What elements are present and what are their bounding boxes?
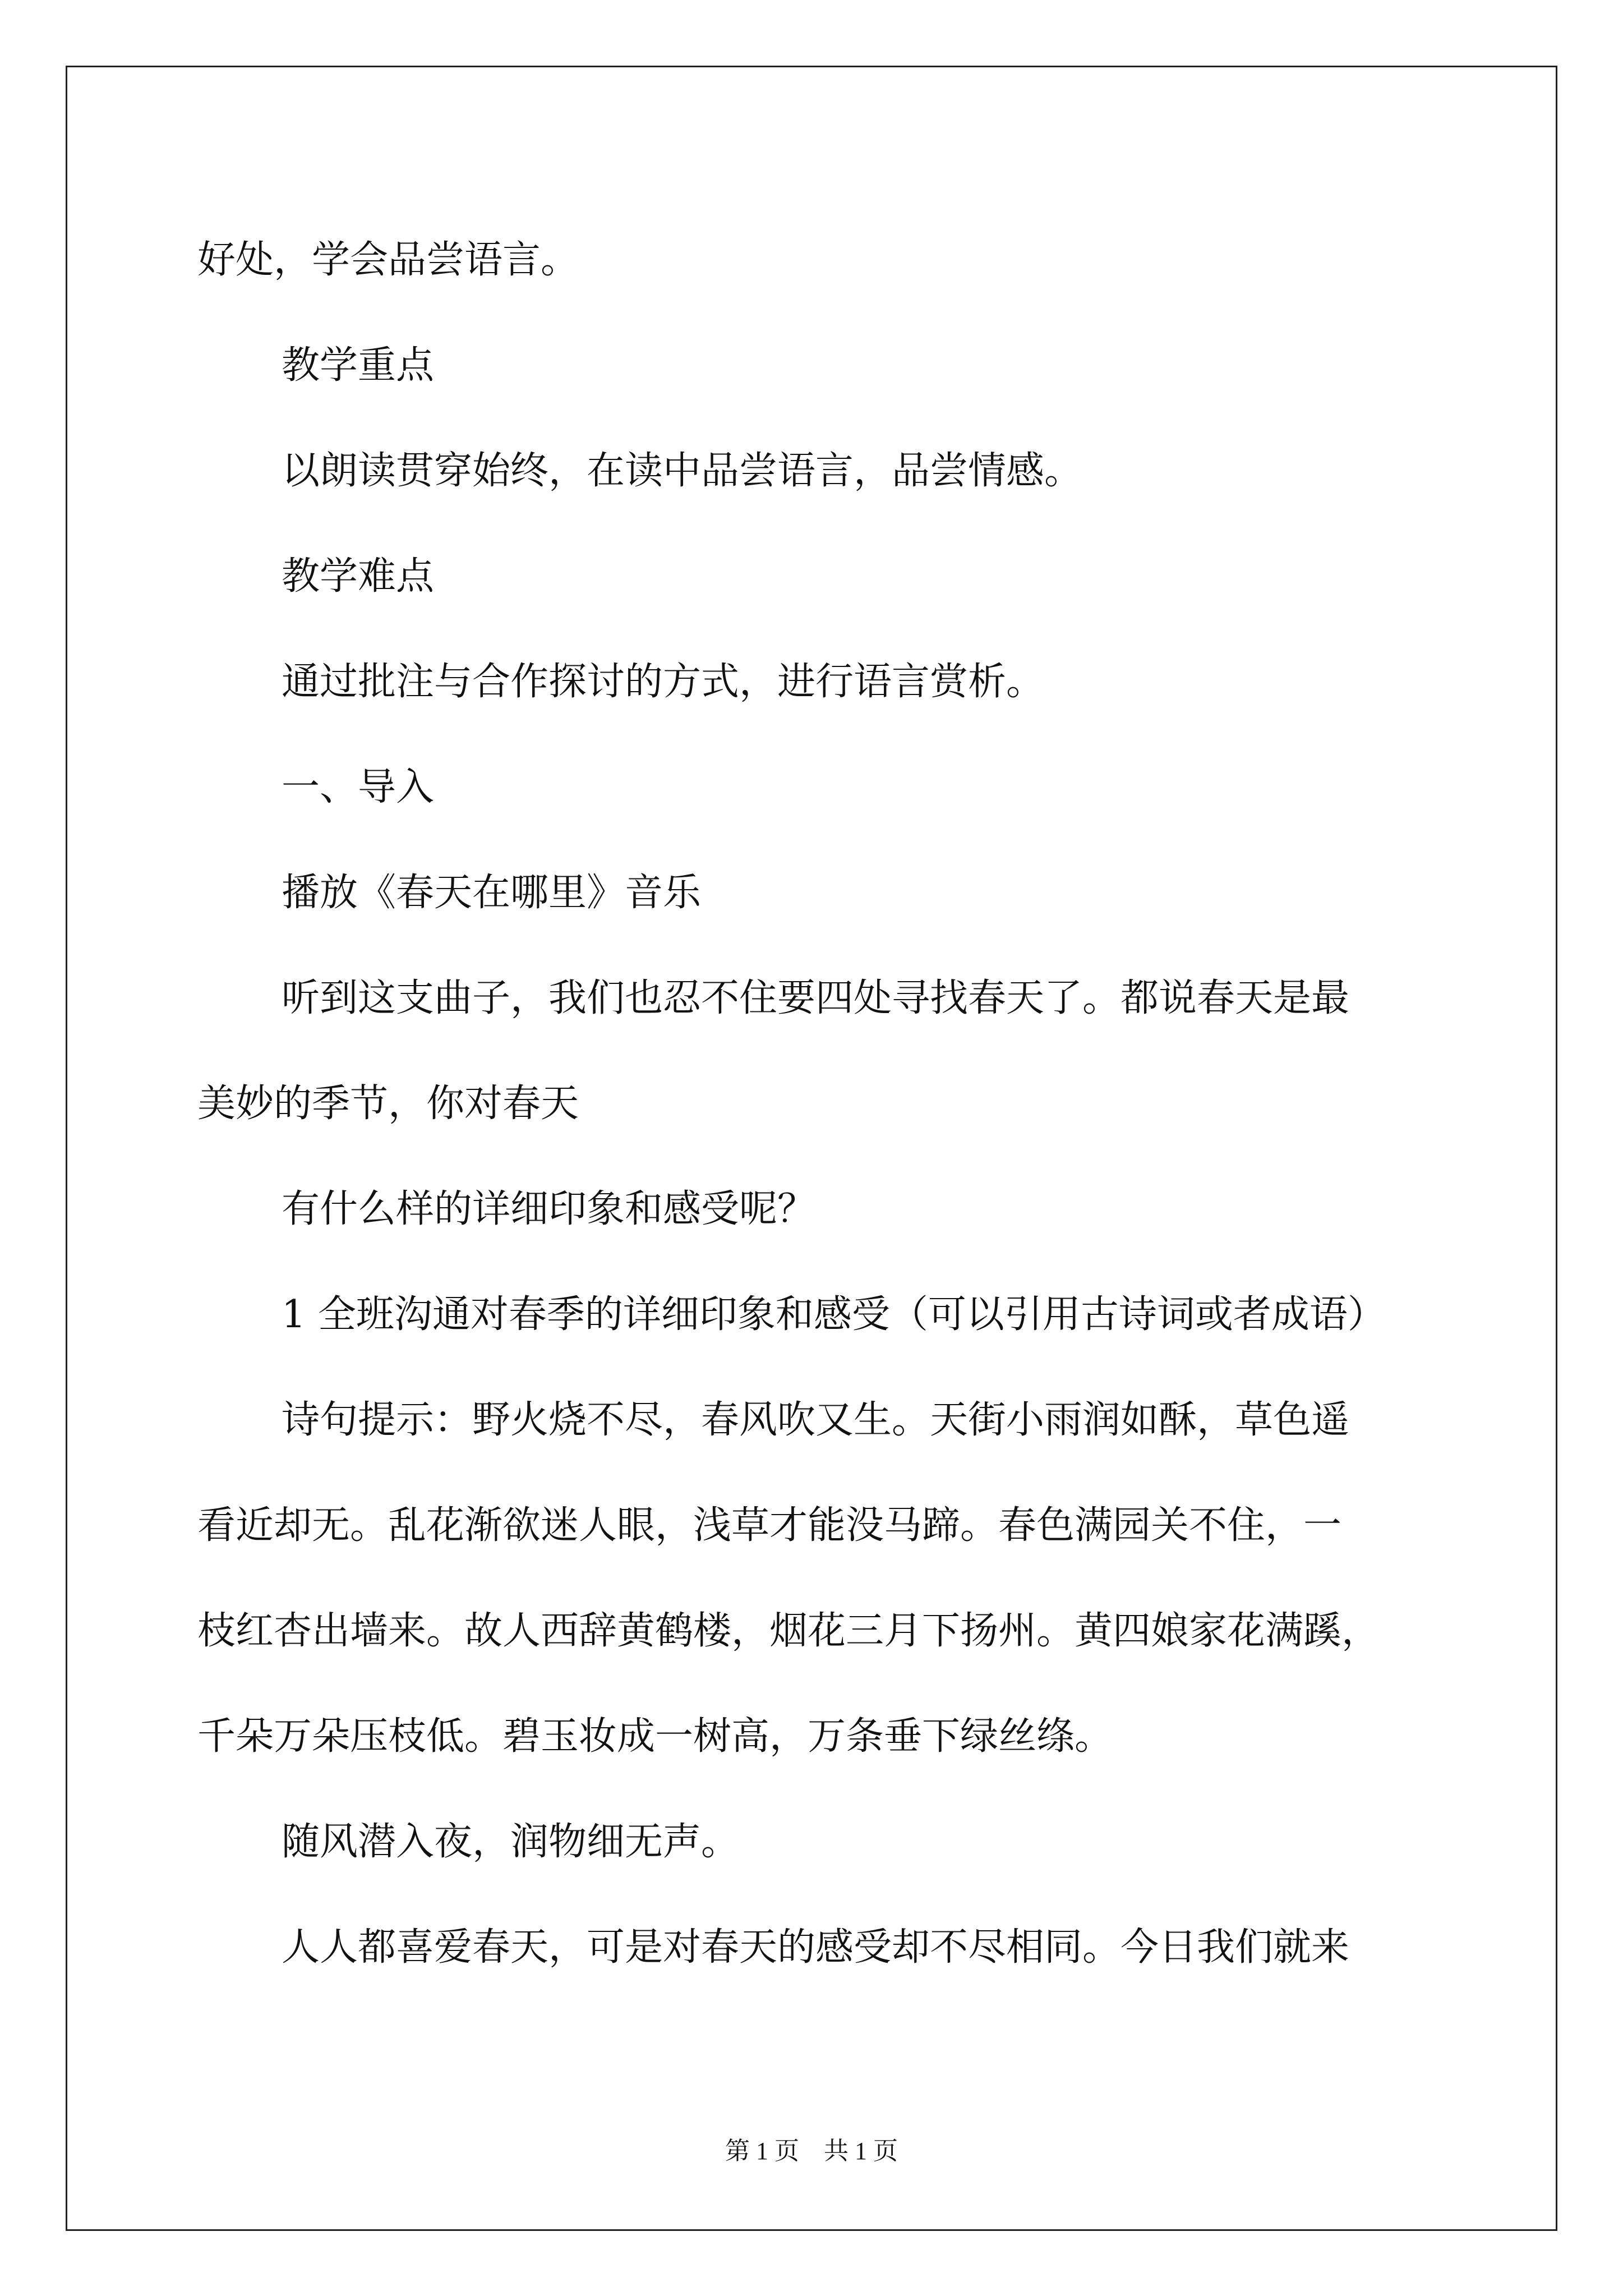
text-line: 播放《春天在哪里》音乐 [282, 871, 702, 915]
text-line: 通过批注与合作探讨的方式，进行语言赏析。 [282, 660, 1045, 704]
text-line: 好处，学会品尝语言。 [197, 238, 579, 282]
text-line: 看近却无。乱花渐欲迷人眼，浅草才能没马蹄。春色满园关不住，一 [197, 1503, 1342, 1548]
text-line: 千朵万朵压枝低。碧玉妆成一树高，万条垂下绿丝绦。 [197, 1714, 1113, 1759]
text-line: 诗句提示：野火烧不尽，春风吹又生。天街小雨润如酥，草色遥 [282, 1398, 1350, 1442]
text-line: 听到这支曲子，我们也忍不住要四处寻找春天了。都说春天是最 [282, 976, 1350, 1020]
page-footer [0, 2134, 1623, 2168]
text-line: 人人都喜爱春天，可是对春天的感受却不尽相同。今日我们就来 [282, 1925, 1350, 1970]
document-body [197, 208, 1431, 2000]
text-line: 1 全班沟通对春季的详细印象和感受（可以引用古诗词或者成语） [282, 1292, 1386, 1337]
text-line: 一、导入 [282, 765, 435, 809]
text-line: 教学重点 [282, 343, 435, 388]
text-line: 美妙的季节，你对春天 [197, 1082, 579, 1126]
text-line: 教学难点 [282, 554, 435, 599]
page-number: 第 1 页 [725, 2137, 799, 2165]
text-line: 枝红杏出墙来。故人西辞黄鹤楼，烟花三月下扬州。黄四娘家花满蹊， [197, 1609, 1380, 1653]
text-line: 随风潜入夜，润物细无声。 [282, 1820, 740, 1864]
text-line: 以朗读贯穿始终，在读中品尝语言，品尝情感。 [282, 449, 1083, 493]
page-total: 共 1 页 [824, 2137, 898, 2165]
text-line: 有什么样的详细印象和感受呢？ [282, 1187, 816, 1231]
